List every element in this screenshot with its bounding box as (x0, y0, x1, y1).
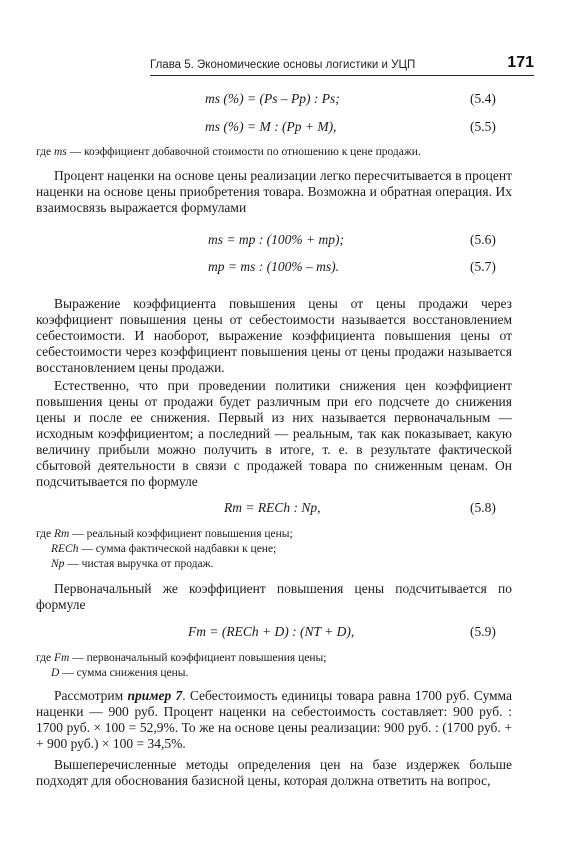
formula-5-5 (0, 119, 574, 137)
definition-text: — чистая выручка от продаж. (64, 558, 214, 570)
definition-row (36, 666, 516, 681)
definition-text: — сумма фактической надбавки к цене; (78, 543, 277, 555)
variable-fm: Fm (53, 652, 70, 664)
formula-5-4 (0, 91, 574, 109)
where-prefix: где (36, 146, 54, 158)
variable-rech: RECh (51, 543, 79, 555)
where-prefix: где (36, 528, 54, 540)
definition-row (36, 528, 293, 540)
where-prefix: где (36, 652, 54, 664)
formula-5-6 (0, 232, 574, 250)
paragraph-initial-coefficient: Первоначальный же коэффициент повышения цены подсчитывается по формуле (36, 581, 512, 612)
variable-np: Np (51, 558, 65, 570)
formula-number: (5.8) (470, 500, 496, 515)
paragraph-price-reduction: Естественно, что при проведении политики снижения цен коэффициент повышения цены от продажи будет различным при его подсчете до снижения цены и после ее снижения. Первый из них называется первоначальным — исходным коэффициентом; а последний — реальным, так как показывает, какую величину прибыли можно получить в итоге, т. е. в результате фактической сбытовой деятельности в связи с продажей товара по сниженным ценам. Он подсчитывается по формуле (36, 378, 512, 489)
paragraph-markup-conversion: Процент наценки на основе цены реализации легко пересчитывается в процент наценки на основе цены приобретения товара. Возможна и обратная операция. Их взаимосвязь выражается формулами (36, 168, 512, 215)
formula-number: (5.4) (470, 91, 496, 106)
definition-text: — коэффициент добавочной стоимости по отношению к цене продажи. (66, 146, 421, 158)
variable-d: D (51, 667, 60, 679)
page-number: 171 (507, 54, 534, 71)
example-lead: Рассмотрим (54, 688, 128, 703)
definition-row (36, 652, 326, 664)
where-ms-definition (36, 145, 516, 160)
running-header (150, 54, 534, 76)
paragraph-example-7 (36, 688, 512, 752)
formula-expression: ms (%) = (Ps – Pp) : Ps; (205, 91, 340, 106)
formula-5-8 (0, 500, 574, 518)
paragraph-base-price-methods: Вышеперечисленные методы определения цен на базе издержек больше подходят для обоснования базисной цены, которая должна ответить на вопрос, (36, 757, 512, 788)
formula-5-7 (0, 259, 574, 277)
formula-number: (5.9) (470, 624, 496, 639)
formula-expression: Rm = RECh : Np, (224, 500, 321, 515)
example-label: пример 7 (127, 688, 183, 703)
chapter-title: Глава 5. Экономические основы логистики и УЦП (150, 59, 416, 71)
definition-row (36, 557, 516, 572)
formula-expression: mp = ms : (100% – ms). (208, 259, 339, 274)
paragraph-cost-restoration: Выражение коэффициента повышения цены от цены продажи через коэффициент повышения цены от себестоимости называется восстановлением себестоимости. И наоборот, выражение коэффициента повышения цены от себестоимости через коэффициент повышения цены от цены продажи называется восстановлением цены продажи. (36, 296, 512, 375)
definition-text: — первоначальный коэффициент повышения цены; (69, 652, 327, 664)
formula-5-9 (0, 624, 574, 642)
definition-text: — сумма снижения цены. (59, 667, 189, 679)
where-fm-definitions (36, 651, 516, 681)
where-rm-definitions (36, 527, 516, 572)
formula-expression: Fm = (RECh + D) : (NT + D), (188, 624, 355, 639)
variable-ms: ms (53, 146, 67, 158)
definition-text: — реальный коэффициент повышения цены; (69, 528, 293, 540)
example-text: . Себестоимость единицы товара равна 1700 руб. Сумма наценки — 900 руб. Процент наценки на себестоимость составляет: 900 руб. : 1700 руб. × 100 = 52,9%. То же на основе цены реализации: 900 руб. : (1700 руб. + + 900 руб.) × 100 = 34,5%. (36, 688, 513, 751)
formula-expression: ms (%) = M : (Pp + M), (205, 119, 337, 134)
formula-number: (5.6) (470, 232, 496, 247)
variable-rm: Rm (53, 528, 70, 540)
formula-number: (5.7) (470, 259, 496, 274)
formula-number: (5.5) (470, 119, 496, 134)
formula-expression: ms = mp : (100% + mp); (208, 232, 344, 247)
definition-row (36, 542, 516, 557)
